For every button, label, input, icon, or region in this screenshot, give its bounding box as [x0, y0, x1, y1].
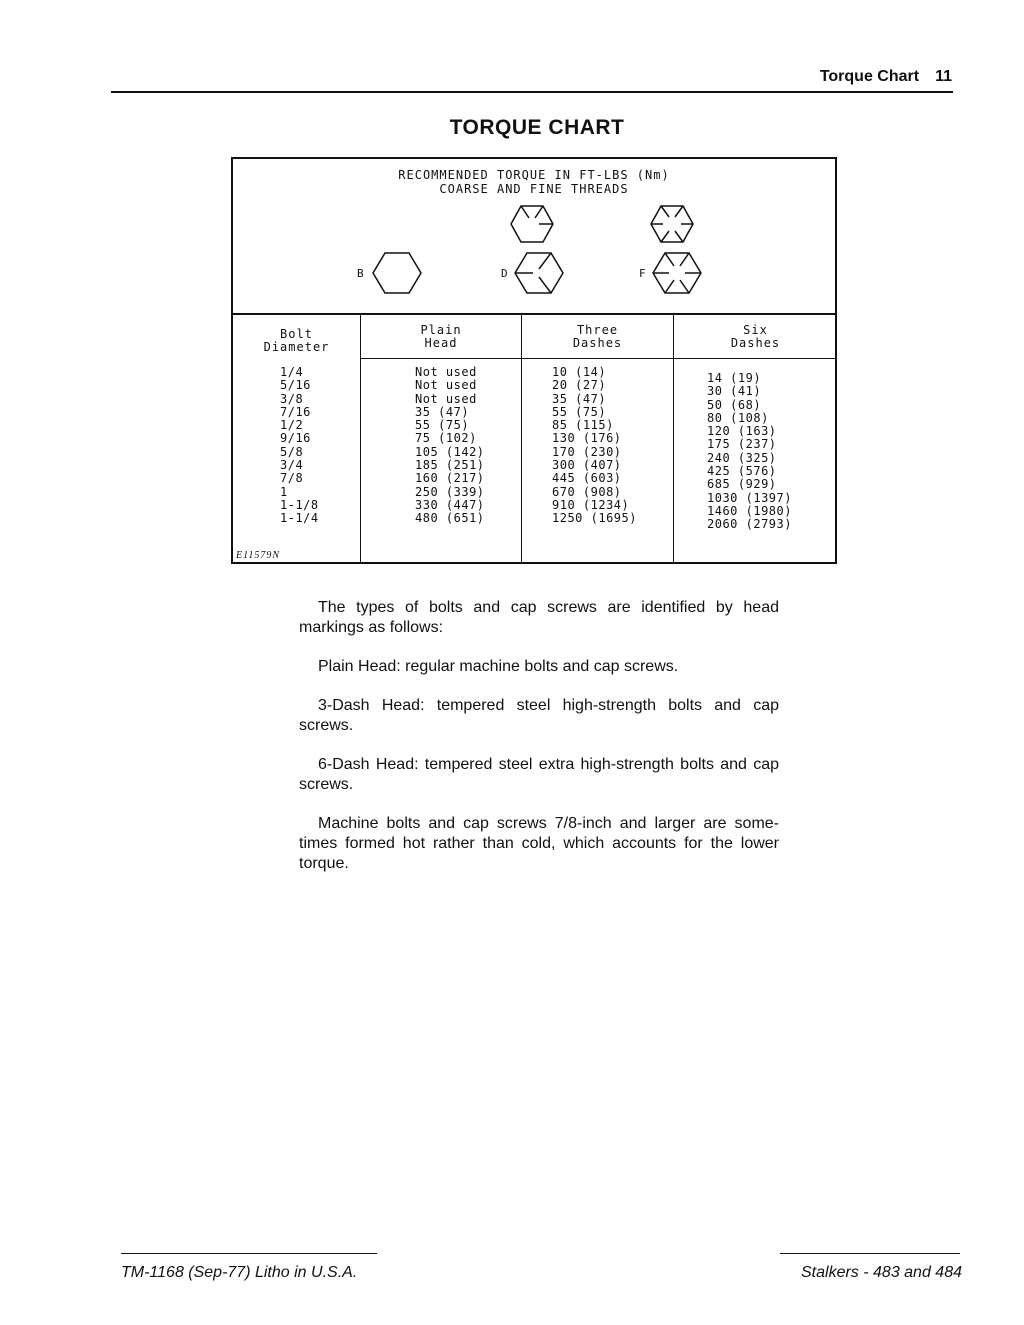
- column-header-bolt-diameter: Bolt Diameter: [263, 327, 330, 354]
- table-cell: 1250 (1695): [552, 511, 637, 526]
- footer-rule-right: [780, 1253, 960, 1254]
- chart-subtitle-line-1: RECOMMENDED TORQUE IN FT-LBS (Nm): [398, 168, 670, 182]
- table-cell: 120 (163): [707, 424, 777, 439]
- column-header-plain-head: Plain Head: [420, 323, 462, 350]
- paragraph-3: 3-Dash Head: tempered steel high-strength bolts and cap screws.: [299, 697, 779, 734]
- table-cell: 1/2: [280, 418, 304, 433]
- table-cell: 445 (603): [552, 471, 622, 486]
- table-cell: 425 (576): [707, 464, 777, 479]
- marker-f: F: [639, 267, 646, 280]
- paragraph-2: Plain Head: regular machine bolts and cap screws.: [318, 658, 679, 675]
- table-header-divider: [361, 358, 837, 359]
- table-cell: 185 (251): [415, 458, 485, 473]
- table-cell: 480 (651): [415, 511, 485, 526]
- table-cell: 2060 (2793): [707, 517, 792, 532]
- table-cell: 910 (1234): [552, 497, 630, 512]
- page-title: TORQUE CHART: [449, 116, 625, 139]
- table-cell: 1-1/8: [280, 497, 319, 512]
- table-cell: 20 (27): [552, 378, 607, 393]
- table-cell: 35 (47): [415, 404, 470, 419]
- table-cell: 3/8: [280, 391, 304, 406]
- column-divider-2: [521, 313, 522, 562]
- table-cell: 685 (929): [707, 477, 777, 492]
- table-cell: 330 (447): [415, 497, 485, 512]
- table-cell: Not used: [415, 391, 477, 406]
- table-cell: 1/4: [280, 365, 304, 379]
- header-rule: [111, 91, 953, 93]
- plain-head-values: [415, 366, 485, 526]
- table-cell: 75 (102): [415, 431, 477, 446]
- table-cell: 130 (176): [552, 431, 622, 446]
- table-cell: 55 (75): [552, 404, 607, 419]
- head-markings-diagram: [233, 187, 835, 311]
- figure-id: E11579N: [236, 550, 281, 561]
- bolt-diameter-values: [280, 366, 319, 526]
- paragraph-5: Machine bolts and cap screws 7/8-inch and larger are some-times formed hot rather than cold, which accounts for the lower torque.: [299, 815, 779, 872]
- header-section-title: Torque Chart: [819, 68, 920, 85]
- torque-chart-figure: [231, 157, 837, 564]
- table-cell: 160 (217): [415, 471, 485, 486]
- paragraph-4: 6-Dash Head: tempered steel extra high-strength bolts and cap screws.: [299, 756, 779, 793]
- plain-hex: [373, 253, 421, 293]
- table-cell: Not used: [415, 378, 477, 393]
- table-cell: 30 (41): [707, 384, 762, 399]
- table-cell: 85 (115): [552, 418, 614, 433]
- table-cell: 10 (14): [552, 365, 607, 379]
- table-cell: 1: [280, 484, 288, 499]
- header-page-number: 11: [935, 68, 952, 85]
- table-cell: 3/4: [280, 458, 304, 473]
- table-cell: 170 (230): [552, 444, 622, 459]
- column-divider-1: [360, 313, 361, 562]
- table-cell: 105 (142): [415, 444, 485, 459]
- marker-b: B: [357, 267, 364, 280]
- table-cell: 35 (47): [552, 391, 607, 406]
- paragraph-1: The types of bolts and cap screws are identified by head markings as follows:: [299, 599, 779, 636]
- table-cell: 300 (407): [552, 458, 622, 473]
- table-cell: 7/16: [280, 404, 311, 419]
- table-cell: 1-1/4: [280, 511, 319, 526]
- table-cell: 7/8: [280, 471, 304, 486]
- chart-subtitle-line-2: COARSE AND FINE THREADS: [439, 182, 629, 196]
- footer-right: Stalkers - 483 and 484: [801, 1264, 962, 1281]
- three-dash-values: [552, 366, 637, 526]
- table-cell: 9/16: [280, 431, 311, 446]
- table-cell: 80 (108): [707, 410, 769, 425]
- body-text: [299, 598, 779, 893]
- running-header: [820, 68, 952, 86]
- footer-left: TM-1168 (Sep-77) Litho in U.S.A.: [121, 1264, 358, 1281]
- table-cell: 1460 (1980): [707, 503, 792, 518]
- footer-rule-left: [121, 1253, 377, 1254]
- table-cell: Not used: [415, 365, 477, 379]
- column-divider-3: [673, 313, 674, 562]
- table-cell: 670 (908): [552, 484, 622, 499]
- marker-d: D: [501, 267, 508, 280]
- table-cell: 175 (237): [707, 437, 777, 452]
- table-cell: 1030 (1397): [707, 490, 792, 505]
- column-header-three-dashes: Three Dashes: [572, 323, 623, 350]
- six-dash-values: [707, 372, 792, 532]
- table-cell: 5/8: [280, 444, 304, 459]
- table-cell: 14 (19): [707, 371, 762, 385]
- table-cell: 50 (68): [707, 397, 762, 412]
- table-cell: 55 (75): [415, 418, 470, 433]
- table-cell: 250 (339): [415, 484, 485, 499]
- column-header-six-dashes: Six Dashes: [730, 323, 781, 350]
- table-cell: 5/16: [280, 378, 311, 393]
- table-cell: 240 (325): [707, 450, 777, 465]
- table-top-divider: [233, 313, 835, 315]
